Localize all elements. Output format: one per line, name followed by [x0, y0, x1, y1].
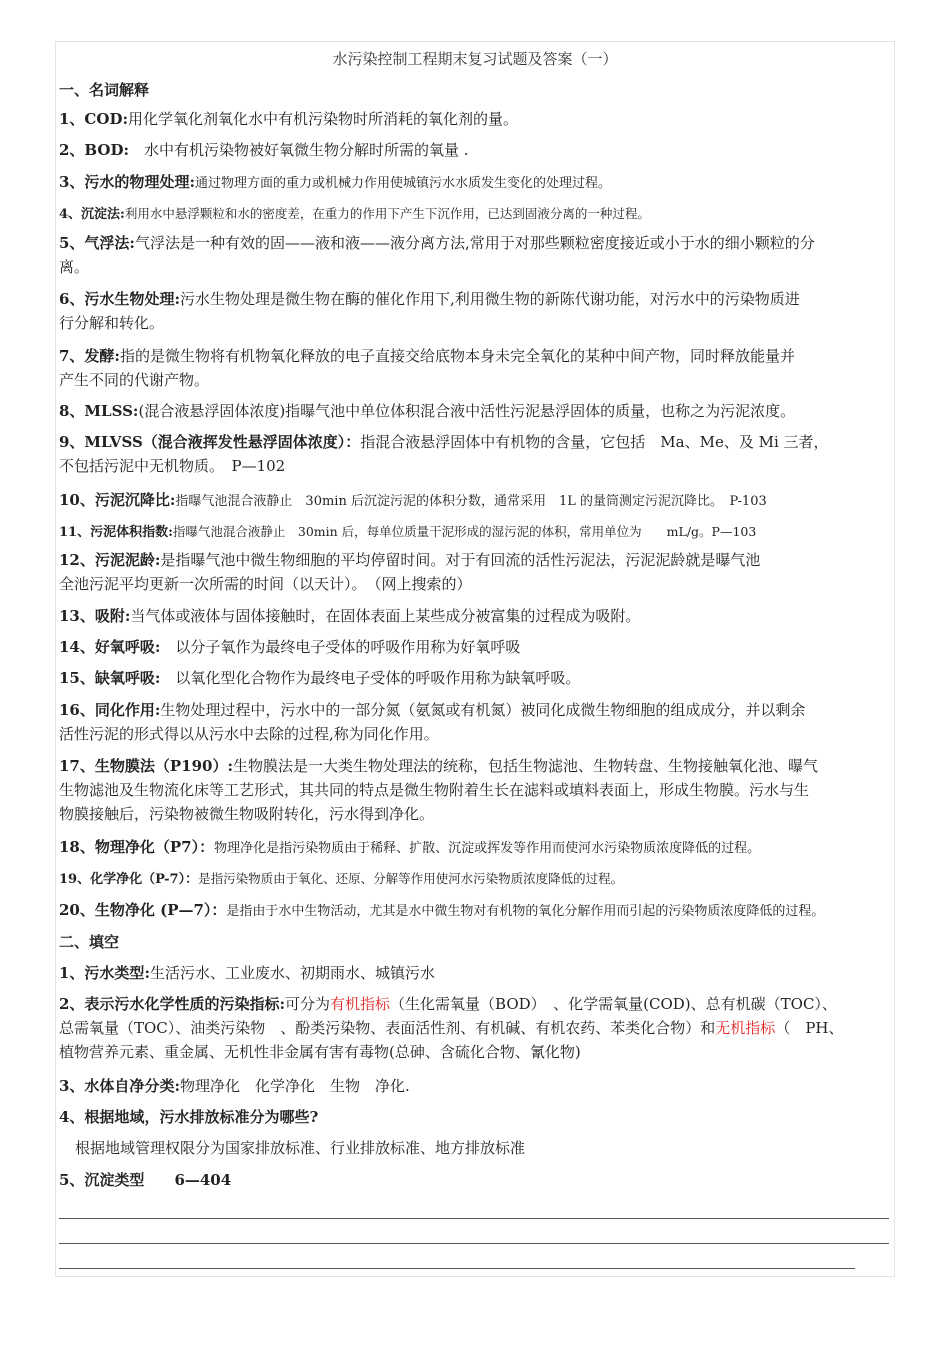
term-definition: 生活污水、工业废水、初期雨水、城镇污水	[149, 964, 435, 982]
term-definition: 生物膜法是一大类生物处理法的统称，包括生物滤池、生物转盘、生物接触氧化池、曝气	[233, 757, 819, 775]
term-definition: 物理净化是指污染物质由于稀释、扩散、沉淀或挥发等作用而使河水污染物质浓度降低的过程。	[214, 841, 761, 856]
term-label: 9、MLVSS（混合液挥发性悬浮固体浓度）：	[59, 433, 361, 451]
term-label: 14、好氧呼吸:	[59, 638, 161, 656]
entry-discharge-standards-answer	[59, 1136, 904, 1160]
term-definition-cont: 行分解和转化。	[59, 314, 165, 332]
entry-biological-treatment	[59, 287, 904, 335]
entry-biological-purification	[59, 898, 904, 924]
term-definition: 指曝气池混合液静止 30min 后沉淀污泥的体积分数，通常采用 1L 的量筒测定污泥沉降比。 P-103	[175, 494, 767, 509]
term-label: 17、生物膜法（P190）:	[59, 757, 234, 775]
entry-physical-purification	[59, 835, 904, 861]
document-page	[55, 41, 895, 1277]
answer-line	[59, 1268, 855, 1269]
term-definition: 水中有机污染物被好氧微生物分解时所需的氧量 .	[129, 141, 469, 159]
page-title: 水污染控制工程期末复习试题及答案（一）	[332, 50, 618, 68]
term-definition-cont: 植物营养元素、重金属、无机性非金属有害有毒物(总砷、含硫化合物、氰化物)	[59, 1043, 581, 1061]
term-label: 5、气浮法:	[59, 234, 135, 252]
term-definition: 是指曝气池中微生物细胞的平均停留时间。对于有回流的活性污泥法，污泥泥龄就是曝气池	[160, 551, 761, 569]
term-label: 2、表示污水化学性质的污染指标:	[59, 995, 285, 1013]
term-definition-cont: 全池污泥平均更新一次所需的时间（以天计）。 （网上搜索的）	[59, 575, 472, 593]
term-label: 4、沉淀法:	[59, 207, 125, 222]
entry-settling-ratio	[59, 488, 904, 514]
entry-sewage-types	[59, 961, 904, 985]
term-definition: 指混合液悬浮固体中有机物的含量，它包括 Ma、Me、及 Mi 三者，	[360, 433, 829, 451]
entry-cod	[59, 107, 904, 131]
term-label: 3、污水的物理处理:	[59, 173, 195, 191]
term-definition-cont: （ PH、	[775, 1019, 844, 1037]
term-label: 13、吸附:	[59, 607, 131, 625]
entry-biofilm-process	[59, 754, 904, 826]
term-definition: 可分为	[284, 995, 330, 1013]
entry-flotation	[59, 231, 904, 279]
term-definition-cont: 不包括污泥中无机物质。 P—102	[59, 457, 286, 475]
entry-aerobic-respiration	[59, 635, 904, 659]
entry-sludge-age	[59, 548, 904, 596]
term-definition: 污水生物处理是微生物在酶的催化作用下,利用微生物的新陈代谢功能，对污水中的污染物质进	[179, 290, 800, 308]
term-definition-cont: 活性污泥的形式得以从污水中去除的过程,称为同化作用。	[59, 725, 439, 743]
term-definition: 生物处理过程中，污水中的一部分氮（氨氮或有机氮）被同化成微生物细胞的组成成分，并以剩余	[160, 701, 806, 719]
question-label: 5、沉淀类型 6—404	[59, 1171, 232, 1189]
term-label: 1、污水类型:	[59, 964, 150, 982]
entry-sludge-volume-index	[59, 520, 904, 545]
term-label: 10、污泥沉降比:	[59, 491, 176, 509]
entry-adsorption	[59, 604, 904, 628]
term-label: 11、污泥体积指数:	[59, 525, 173, 540]
term-label: 8、MLSS:	[59, 402, 139, 420]
question-label: 4、根据地域，污水排放标准分为哪些?	[59, 1108, 319, 1126]
term-label: 19、化学净化（P-7）：	[59, 872, 199, 887]
term-definition: 以分子氧作为最终电子受体的呼吸作用称为好氧呼吸	[160, 638, 521, 656]
term-label: 1、COD:	[59, 110, 128, 128]
entry-assimilation	[59, 698, 904, 746]
entry-discharge-standards-question	[59, 1105, 904, 1129]
answer-line	[59, 1218, 889, 1219]
term-label: 12、污泥泥龄:	[59, 551, 161, 569]
term-definition-cont: 总需氧量（TOC）、油类污染物 、酚类污染物、表面活性剂、有机碱、有机农药、苯类化合物）和	[59, 1019, 716, 1037]
highlight-organic-indicators: 有机指标	[330, 995, 391, 1013]
term-label: 6、污水生物处理:	[59, 290, 180, 308]
term-label: 18、物理净化（P7）：	[59, 838, 215, 856]
term-label: 3、水体自净分类:	[59, 1077, 180, 1095]
term-definition: 当气体或液体与固体接触时，在固体表面上某些成分被富集的过程成为吸附。	[130, 607, 641, 625]
term-definition: 利用水中悬浮颗粒和水的密度差，在重力的作用下产生下沉作用，已达到固液分离的一种过程。	[124, 206, 650, 221]
term-label: 15、缺氧呼吸:	[59, 669, 161, 687]
term-definition: (混合液悬浮固体浓度)指曝气池中单位体积混合液中活性污泥悬浮固体的质量，也称之为污泥浓度。	[138, 402, 796, 420]
entry-bod	[59, 138, 904, 162]
entry-sedimentation	[59, 202, 904, 227]
term-definition-cont: （生化需氧量（BOD） 、化学需氧量(COD)、总有机碳（TOC）、	[390, 995, 837, 1013]
entry-fermentation	[59, 344, 904, 392]
term-definition-cont: 离。	[59, 258, 90, 276]
term-definition: 通过物理方面的重力或机械力作用使城镇污水水质发生变化的处理过程。	[194, 176, 611, 191]
entry-sedimentation-types	[59, 1168, 904, 1192]
term-definition: 是指由于水中生物活动，尤其是水中微生物对有机物的氧化分解作用而引起的污染物质浓度降低的过程。	[226, 904, 825, 919]
entry-mlss	[59, 399, 904, 423]
term-definition: 物理净化 化学净化 生物 净化.	[179, 1077, 410, 1095]
term-definition-cont: 产生不同的代谢产物。	[59, 371, 210, 389]
entry-self-purification	[59, 1074, 904, 1098]
section-heading-definitions: 一、名词解释	[59, 81, 150, 99]
answer-line	[59, 1243, 889, 1244]
term-label: 2、BOD:	[59, 141, 130, 159]
term-definition-cont: 生物滤池及生物流化床等工艺形式，其共同的特点是微生物附着生长在滤料或填料表面上，形成生物膜。污水与生	[59, 781, 810, 799]
term-label: 16、同化作用:	[59, 701, 161, 719]
term-definition: 用化学氧化剂氧化水中有机污染物时所消耗的氧化剂的量。	[128, 110, 519, 128]
entry-anoxic-respiration	[59, 666, 904, 690]
term-definition: 指曝气池混合液静止 30min 后，每单位质量干泥形成的湿污泥的体积，常用单位为 mL/g。P—103	[172, 524, 757, 539]
entry-physical-treatment	[59, 170, 904, 196]
term-definition: 指的是微生物将有机物氧化释放的电子直接交给底物本身未完全氧化的某种中间产物，同时释放能量并	[119, 347, 795, 365]
term-label: 20、生物净化 (P—7）：	[59, 901, 227, 919]
term-definition-cont: 物膜接触后，污染物被微生物吸附转化，污水得到净化。	[59, 805, 435, 823]
term-definition: 以氧化型化合物作为最终电子受体的呼吸作用称为缺氧呼吸。	[160, 669, 581, 687]
term-label: 7、发酵:	[59, 347, 120, 365]
highlight-inorganic-indicators: 无机指标	[715, 1019, 776, 1037]
entry-chemical-indicators	[59, 992, 904, 1064]
entry-mlvss	[59, 430, 904, 478]
answer-text: 根据地域管理权限分为国家排放标准、行业排放标准、地方排放标准	[75, 1139, 526, 1157]
entry-chemical-purification	[59, 867, 904, 892]
term-definition: 气浮法是一种有效的固——液和液——液分离方法,常用于对那些颗粒密度接近或小于水的细小颗粒的分	[134, 234, 815, 252]
section-heading-fill-blank: 二、填空	[59, 933, 120, 951]
term-definition: 是指污染物质由于氧化、还原、分解等作用使河水污染物质浓度降低的过程。	[198, 871, 624, 886]
